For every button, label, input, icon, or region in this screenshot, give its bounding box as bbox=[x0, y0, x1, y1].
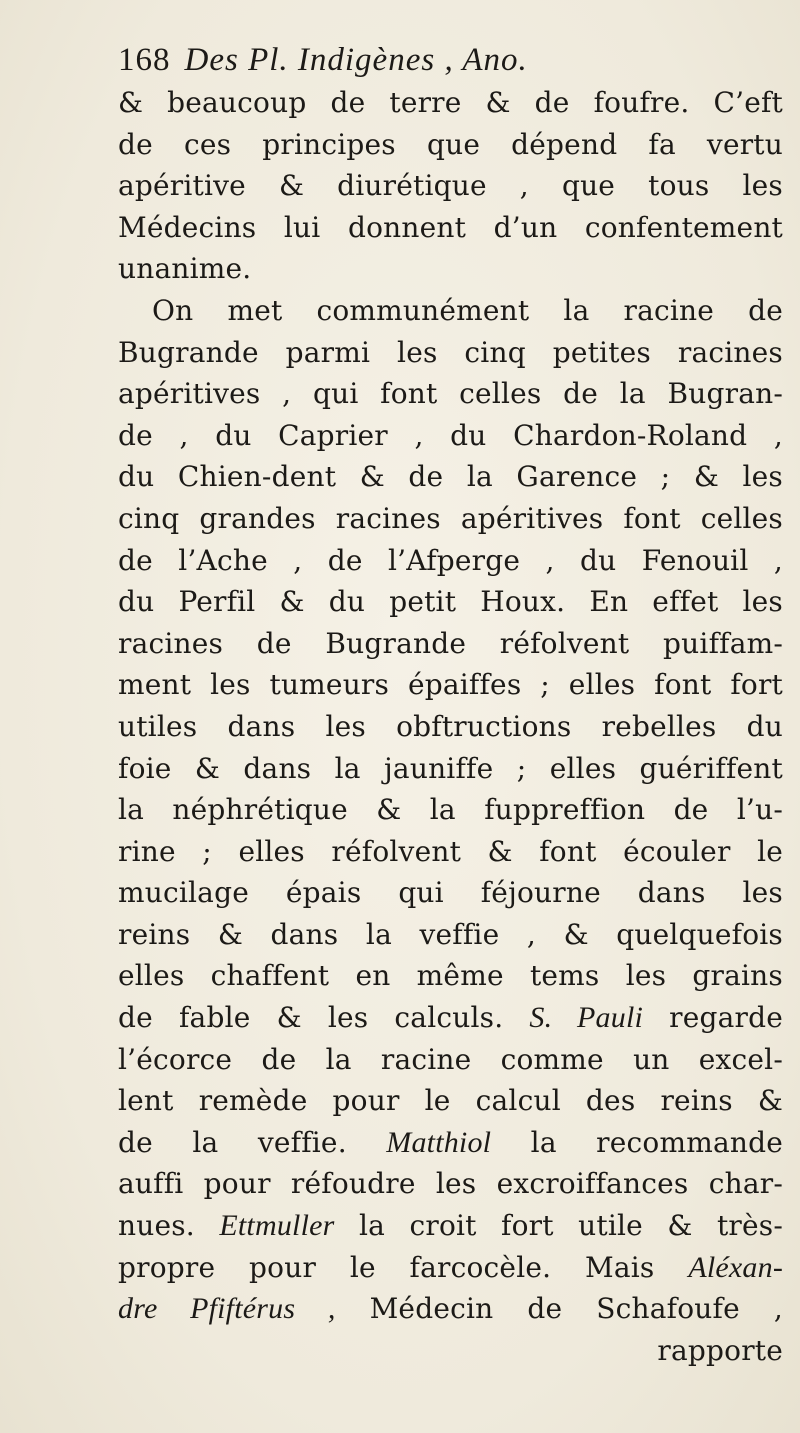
catchword: rapporte bbox=[657, 1333, 783, 1367]
text-line: & beaucoup de terre & de foufre. C’eft bbox=[118, 86, 783, 119]
header-title: Des Pl. Indigènes , Ano. bbox=[184, 42, 528, 78]
text-line bbox=[118, 997, 783, 1039]
author-name-pauli: S. Pauli bbox=[529, 1001, 644, 1035]
author-name-matthiol: Matthiol bbox=[386, 1125, 492, 1159]
running-header bbox=[118, 38, 783, 82]
text-line: l’écorce de la racine comme un excel- bbox=[118, 1042, 783, 1076]
text-line: utiles dans les obftructions rebelles du bbox=[118, 709, 783, 743]
text-line: Médecins lui donnent d’un confentement bbox=[118, 210, 783, 244]
text-segment: propre pour le farcocèle. Mais bbox=[118, 1250, 655, 1284]
page-number: 168 bbox=[118, 42, 171, 78]
author-name-pfisterus: dre Pfiftérus , bbox=[118, 1292, 336, 1326]
text-line bbox=[118, 1205, 783, 1247]
text-line: du Chien-dent & de la Garence ; & les bbox=[118, 460, 783, 494]
text-segment: de la veffie. bbox=[118, 1125, 347, 1159]
text-line bbox=[118, 1247, 783, 1289]
text-line: lent remède pour le calcul des reins & bbox=[118, 1084, 783, 1118]
text-line: unanime. bbox=[118, 252, 252, 286]
text-line: foie & dans la jauniffe ; elles guériffent bbox=[118, 751, 783, 785]
text-segment: la recommande bbox=[530, 1125, 783, 1159]
text-line: de ces principes que dépend fa vertu bbox=[118, 127, 783, 161]
text-line: racines de Bugrande réfolvent puiffam- bbox=[118, 626, 783, 660]
text-line: apéritive & diurétique , que tous les bbox=[118, 169, 783, 203]
text-line bbox=[118, 1288, 783, 1330]
author-name-ettmuller: Ettmuller bbox=[219, 1209, 335, 1243]
text-line bbox=[118, 1122, 783, 1164]
text-segment: nues. bbox=[118, 1209, 195, 1243]
text-line: rine ; elles réfolvent & font écouler le bbox=[118, 834, 783, 868]
text-line: de l’Ache , de l’Afperge , du Fenouil , bbox=[118, 543, 783, 577]
text-line: On met communément la racine de bbox=[152, 293, 783, 327]
text-line: la néphrétique & la fuppreffion de l’u- bbox=[118, 793, 783, 827]
text-line: apéritives , qui font celles de la Bugran- bbox=[118, 377, 783, 411]
text-line: mucilage épais qui féjourne dans les bbox=[118, 876, 783, 910]
text-line: auffi pour réfoudre les excroiffances char- bbox=[118, 1167, 783, 1201]
text-line: de , du Caprier , du Chardon-Roland , bbox=[118, 418, 783, 452]
author-name-alexandre: Aléxan- bbox=[688, 1250, 784, 1284]
text-segment: Médecin de Schafoufe , bbox=[369, 1292, 783, 1326]
page-text bbox=[118, 38, 783, 1371]
text-segment: la croit fort utile & très- bbox=[358, 1209, 784, 1243]
text-segment: regarde bbox=[669, 1001, 783, 1035]
text-line: reins & dans la veffie , & quelquefois bbox=[118, 917, 783, 951]
text-line: Bugrande parmi les cinq petites racines bbox=[118, 335, 783, 369]
text-line: elles chaffent en même tems les grains bbox=[118, 959, 783, 993]
text-segment: de fable & les calculs. bbox=[118, 1001, 504, 1035]
text-line: du Perfil & du petit Houx. En effet les bbox=[118, 585, 783, 619]
text-line: ment les tumeurs épaiffes ; elles font fort bbox=[118, 668, 783, 702]
text-line: cinq grandes racines apéritives font celles bbox=[118, 501, 783, 535]
